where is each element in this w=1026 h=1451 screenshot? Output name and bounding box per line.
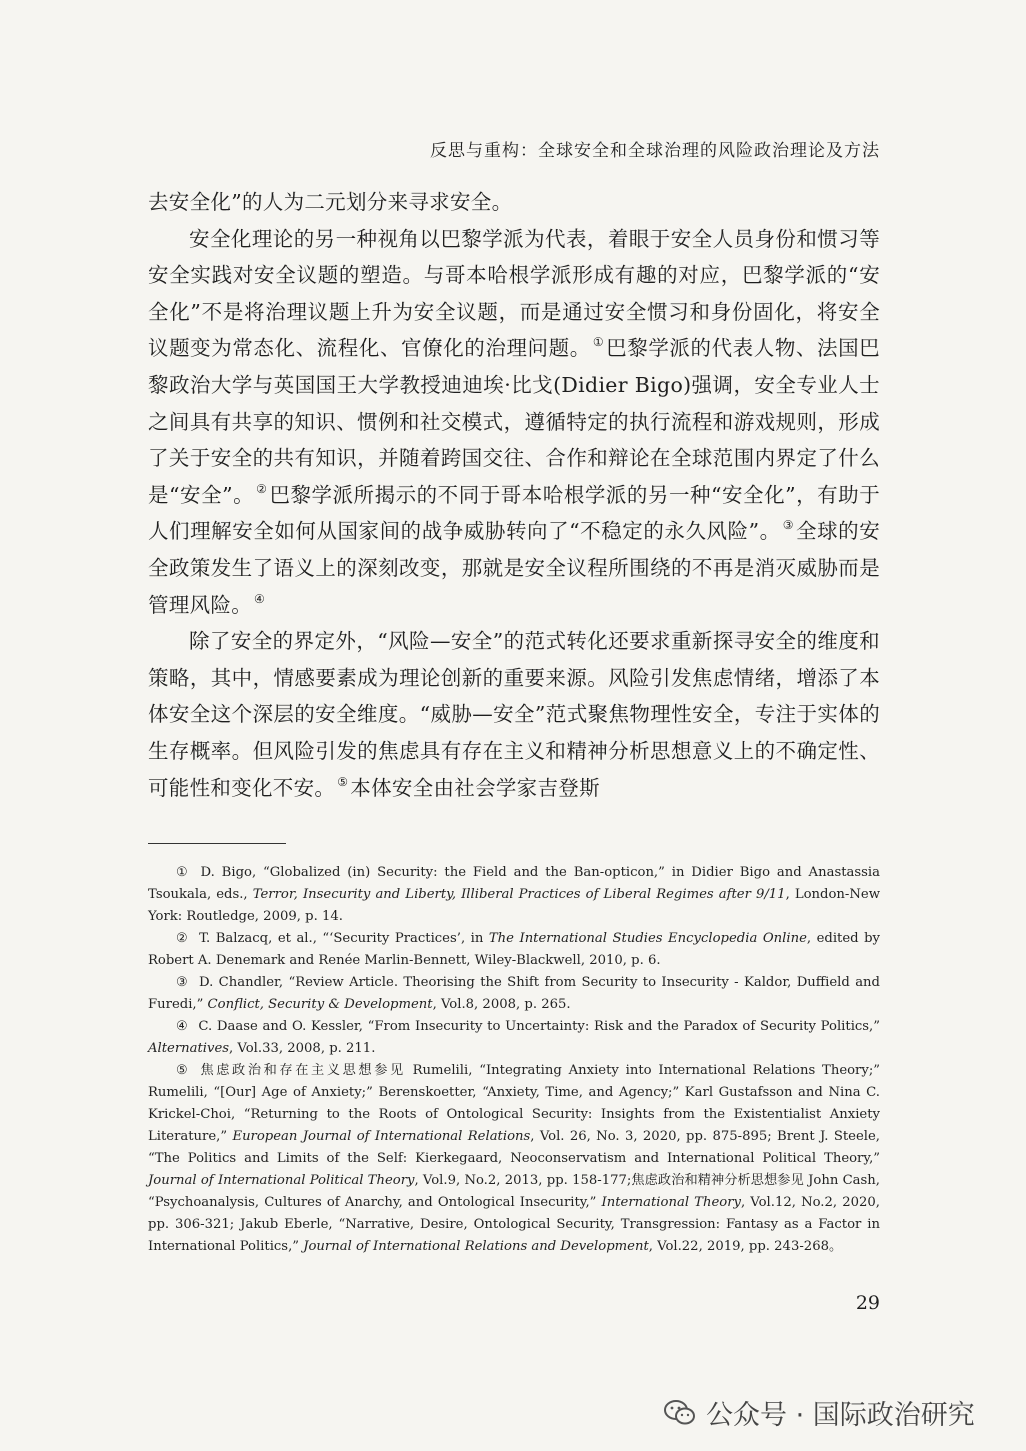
footnote-text: C. Daase and O. Kessler, “From Insecurity to Uncertainty: Risk and the Paradox of Security Politics,” xyxy=(198,1019,880,1034)
footnote-mark: ⑤ xyxy=(176,1063,191,1078)
footnote-5 xyxy=(148,1060,880,1258)
paragraph-text: 安全化理论的另一种视角以巴黎学派为代表，着眼于安全人员身份和惯习等安全实践对安全议题的塑造。与哥本哈根学派形成有趣的对应，巴黎学派的“安全化”不是将治理议题上升为安全议题，而是通过安全惯习和身份固化，将安全议题变为常态化、流程化、官僚化的治理问题。 xyxy=(148,226,880,361)
footnote-text: , Vol. 26, No. 3, 2020, pp. 875-895; Brent J. Steele, “The Politics and Limits of the Self: Kierkegaard, Neoconservatism and International Political Theory,” xyxy=(148,1129,880,1166)
watermark-text: 公众号 · 国际政治研究 xyxy=(706,1400,975,1431)
footnote-text: 焦虑政治和存在主义思想参见 Rumelili, “Integrating Anxiety into International Relations Theory;” Rumelili, “[Our] Age of Anxiety;” Berenskoetter, “Anxiety, Time, and Agency;” Karl Gustafsson and Nina C. Krickel-Choi, “Returning to the Roots of Ontological Security: Insights from the Existentialist Anxiety Literature,” xyxy=(148,1063,880,1144)
body-text xyxy=(148,184,880,806)
paragraph-text: 全球的安全政策发生了语义上的深刻改变，那就是安全议程所围绕的不再是消灭威胁而是管理风险。 xyxy=(148,519,880,617)
footnote-4 xyxy=(148,1016,880,1060)
footnote-title: Terror, Insecurity and Liberty, Illiberal Practices of Liberal Regimes after 9/11 xyxy=(252,887,786,902)
footnote-ref[interactable]: ⑤ xyxy=(337,774,349,789)
footnote-title: International Theory xyxy=(601,1195,741,1210)
paragraph-text: 本体安全由社会学家吉登斯 xyxy=(350,775,600,800)
paragraph-text: 除了安全的界定外，“风险—安全”的范式转化还要求重新探寻安全的维度和策略，其中，情感要素成为理论创新的重要来源。风险引发焦虑情绪，增添了本体安全这个深层的安全维度。“威胁—安全”范式聚焦物理性安全，专注于实体的生存概率。但风险引发的焦虑具有存在主义和精神分析思想意义上的不确定性、可能性和变化不安。 xyxy=(148,629,880,800)
footnote-mark: ④ xyxy=(176,1019,189,1034)
footnote-text: , Vol.22, 2019, pp. 243-268。 xyxy=(648,1239,843,1254)
footnote-mark: ③ xyxy=(176,975,189,990)
footnote-text: , Vol.9, No.2, 2013, pp. 158-177;焦虑政治和精神分析思想参见 John Cash, “Psychoanalysis, Cultures of Anarchy, and Ontological Insecurity,” xyxy=(148,1173,880,1210)
footnote-ref[interactable]: ① xyxy=(592,335,605,350)
watermark xyxy=(664,1393,975,1432)
footnote-title: The International Studies Encyclopedia Online xyxy=(488,931,807,946)
footnote-text: T. Balzacq, et al., “‘Security Practices’, in xyxy=(199,931,489,946)
footnote-ref[interactable]: ② xyxy=(256,481,268,496)
footnote-ref[interactable]: ③ xyxy=(782,518,795,533)
footnote-title: Alternatives xyxy=(148,1041,230,1056)
footnote-text: D. Bigo, “Globalized (in) Security: the Field and the Ban-opticon,” in Didier Bigo and Anastassia Tsoukala, eds., xyxy=(148,865,880,902)
footnote-text: , Vol.33, 2008, p. 211. xyxy=(229,1041,376,1056)
wechat-icon xyxy=(664,1399,696,1427)
running-header: 反思与重构：全球安全和全球治理的风险政治理论及方法 xyxy=(430,141,880,161)
footnote-divider xyxy=(148,843,286,844)
paragraph-1: 去安全化”的人为二元划分来寻求安全。 xyxy=(148,190,513,214)
footnote-1 xyxy=(148,862,880,928)
footnote-text: D. Chandler, “Review Article. Theorising the Shift from Security to Insecurity - Kaldor, Duffield and Furedi,” xyxy=(148,975,880,1012)
paragraph-2 xyxy=(148,221,880,624)
footnote-text: , Vol.8, 2008, p. 265. xyxy=(432,997,571,1012)
footnotes xyxy=(148,862,880,1258)
paragraph-3 xyxy=(148,623,880,806)
footnote-mark: ② xyxy=(176,931,190,946)
footnote-text: , London-New York: Routledge, 2009, p. 14. xyxy=(148,887,880,924)
footnote-title: European Journal of International Relations xyxy=(232,1129,531,1144)
footnote-title: Conflict, Security & Development xyxy=(207,997,433,1012)
footnote-text: , Vol.12, No.2, 2020, pp. 306-321; Jakub Eberle, “Narrative, Desire, Ontological Security, Transgression: Fantasy as a Factor in International Politics,” xyxy=(148,1195,880,1254)
footnote-ref[interactable]: ④ xyxy=(254,591,266,606)
footnote-mark: ① xyxy=(176,865,191,880)
footnote-2 xyxy=(148,928,880,972)
paragraph-text: 巴黎学派所揭示的不同于哥本哈根学派的另一种“安全化”，有助于人们理解安全如何从国家间的战争威胁转向了“不稳定的永久风险”。 xyxy=(148,482,881,544)
page-number: 29 xyxy=(855,1292,880,1314)
paragraph-text: 巴黎学派的代表人物、法国巴黎政治大学与英国国王大学教授迪迪埃·比戈(Didier Bigo)强调，安全专业人士之间具有共享的知识、惯例和社交模式，遵循特定的执行流程和游戏规则，形成了关于安全的共有知识，并随着跨国交往、合作和辩论在全球范围内界定了什么是“安全”。 xyxy=(148,336,880,507)
footnote-title: Journal of International Political Theory xyxy=(148,1173,415,1188)
footnote-3 xyxy=(148,972,880,1016)
footnote-text: , edited by Robert A. Denemark and Renée Marlin-Bennett, Wiley-Blackwell, 2010, p. 6. xyxy=(148,931,880,968)
footnote-title: Journal of International Relations and Development xyxy=(303,1239,649,1254)
